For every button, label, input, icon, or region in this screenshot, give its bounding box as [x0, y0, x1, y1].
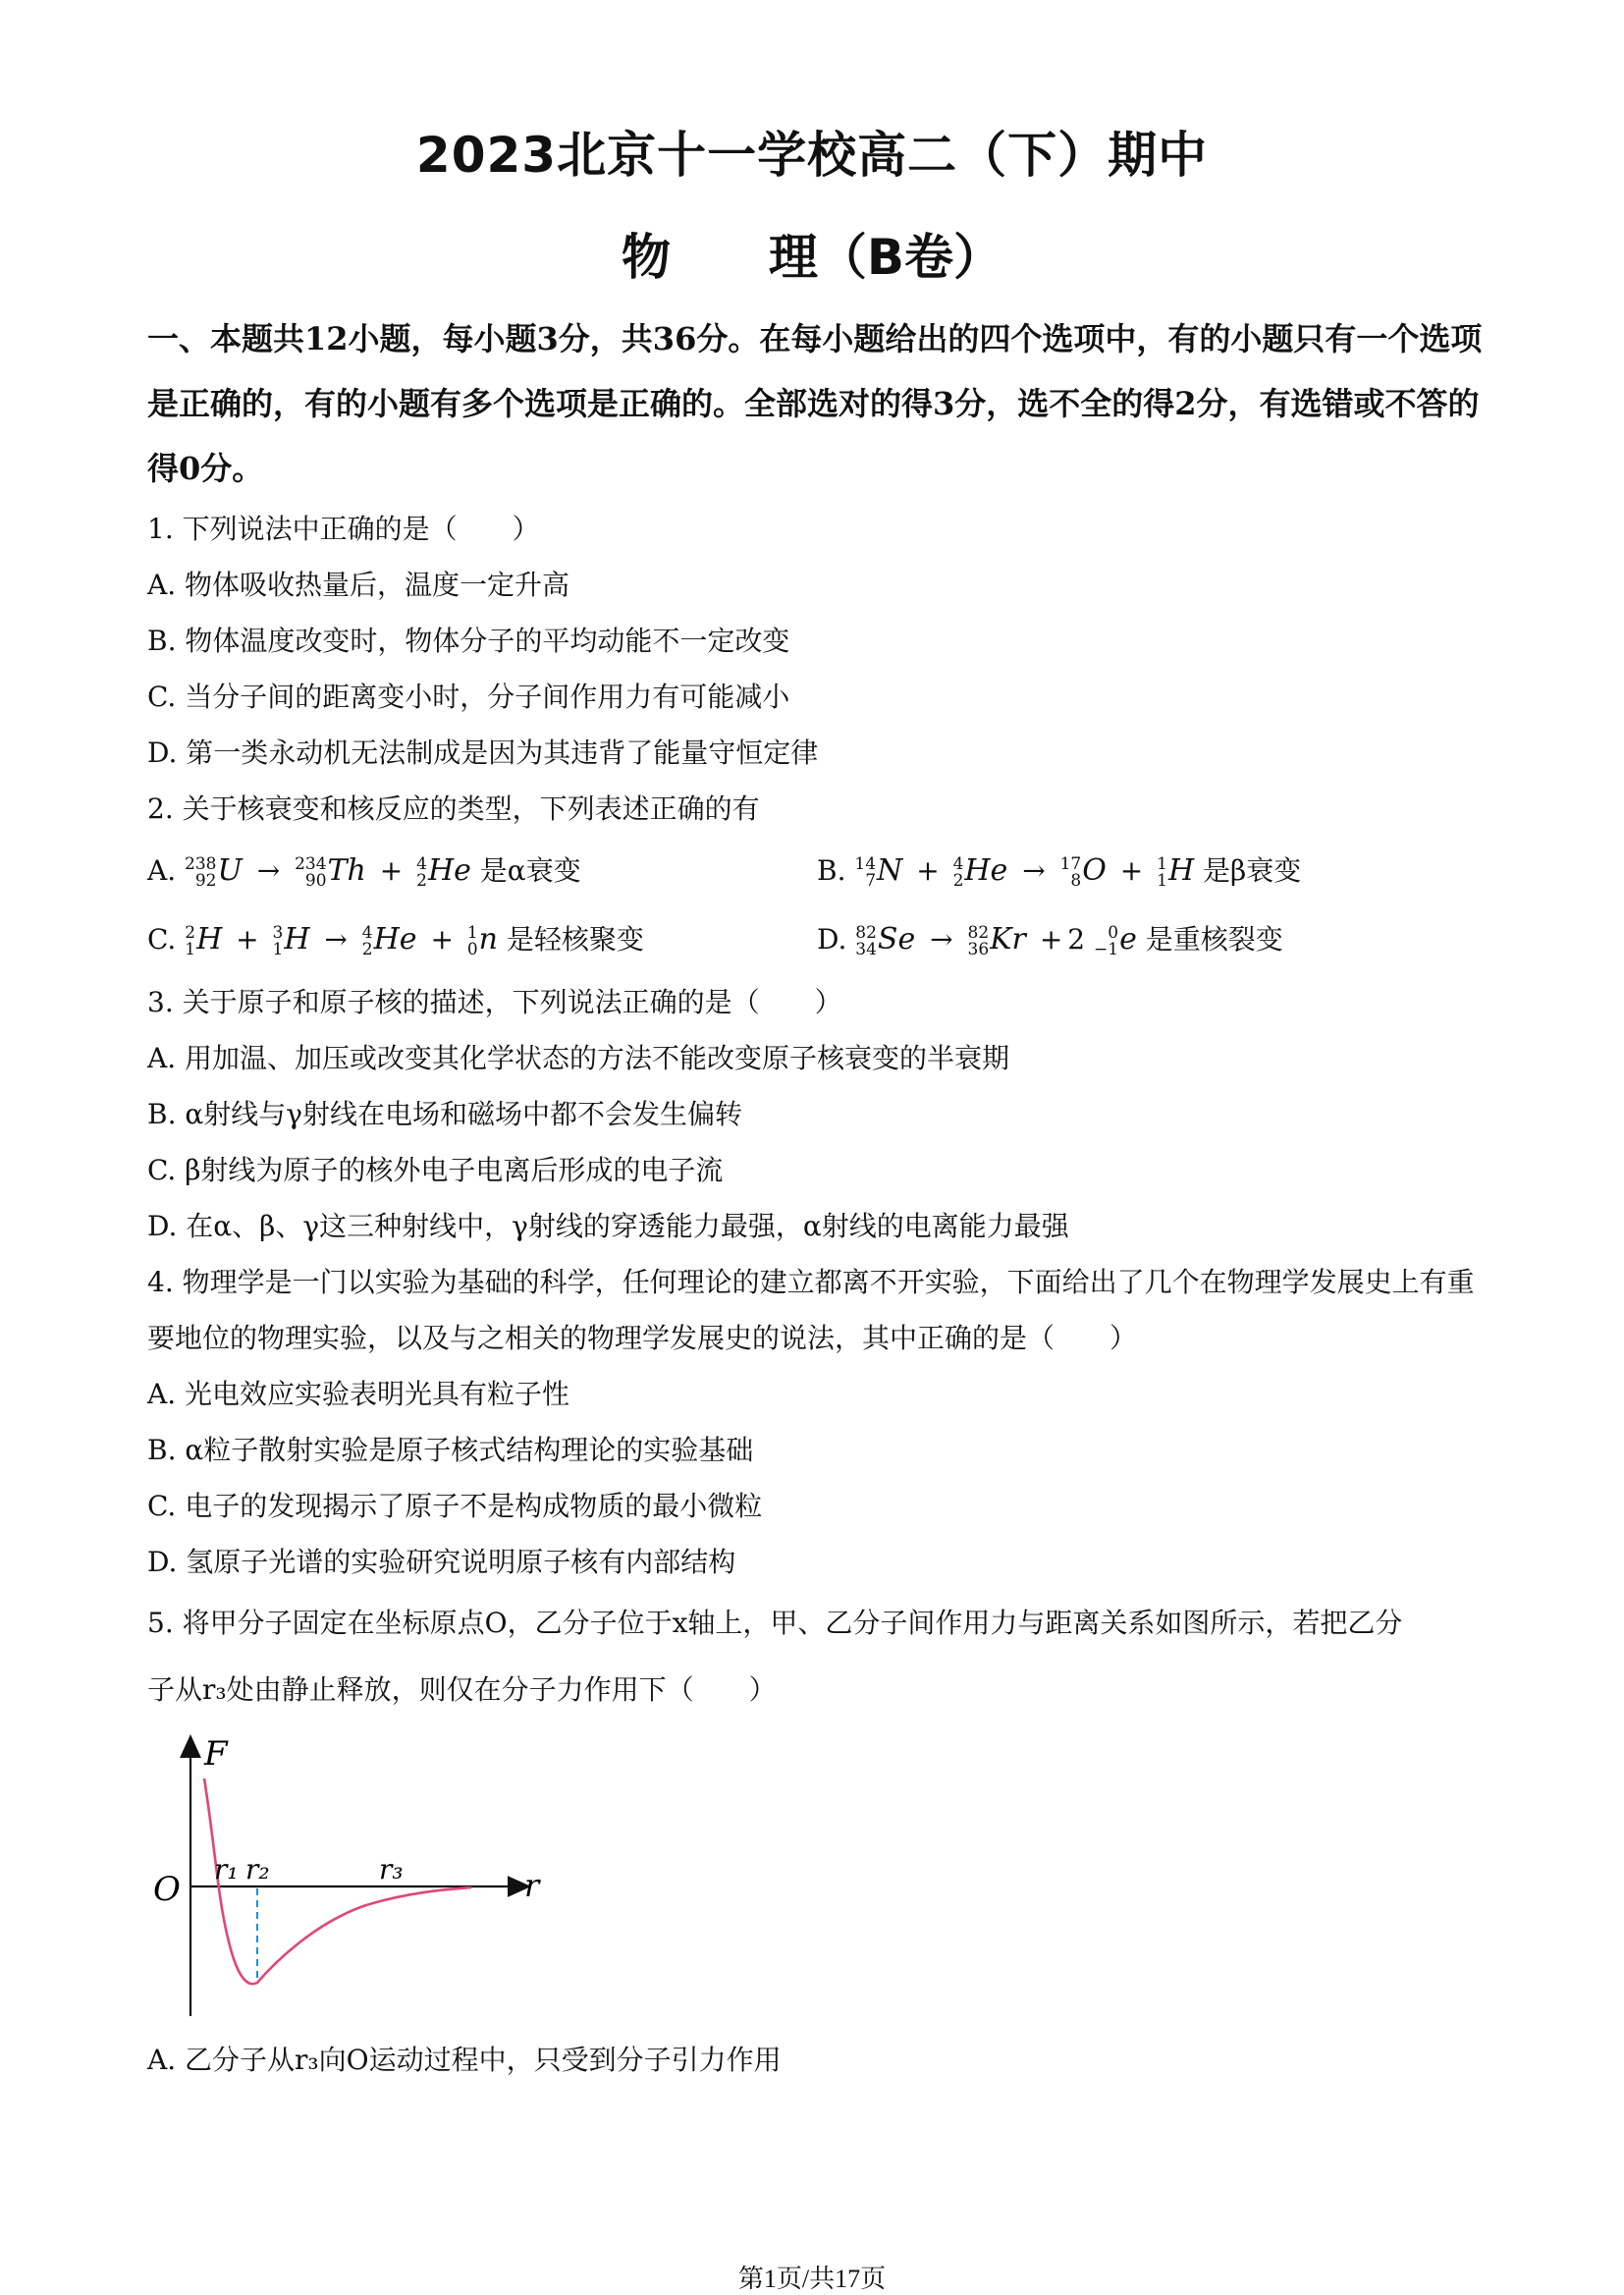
arrow-icon: → [256, 854, 281, 887]
q3-option-a: A. 用加温、加压或改变其化学状态的方法不能改变原子核衰变的半衰期 [147, 1042, 1010, 1074]
q2-d-equation: 82 34 Se → 82 36 Kr + 2 0 −1 e [855, 922, 1137, 959]
q2-option-b: B. 14 7 N + 4 2 He → 17 8 O + 1 1 H 是β衰变 [817, 853, 1302, 891]
r3-label: r₃ [379, 1853, 404, 1885]
q3-option-d: D. 在α、β、γ这三种射线中，γ射线的穿透能力最强，α射线的电离能力最强 [147, 1210, 1069, 1242]
y-axis-label: F [204, 1734, 228, 1774]
q1-option-c: C. 当分子间的距离变小时，分子间作用力有可能减小 [147, 681, 790, 713]
q2-option-d: D. 82 34 Se → 82 36 Kr + 2 0 −1 e 是重核裂变 [817, 922, 1283, 959]
q1-stem: 1. 下列说法中正确的是（ ） [147, 513, 540, 545]
q5-stem-line-1: 5. 将甲分子固定在坐标原点O，乙分子位于x轴上，甲、乙分子间作用力与距离关系如图所示，若把乙分 [147, 1607, 1403, 1639]
q3-stem: 3. 关于原子和原子核的描述，下列说法正确的是（ ） [147, 986, 842, 1018]
arrow-icon: → [1022, 854, 1046, 887]
q2-b-equation: 14 7 N + 4 2 He → 17 8 O + 1 1 H [854, 853, 1195, 891]
q5-option-a: A. 乙分子从r₃向O运动过程中，只受到分子引力作用 [147, 2044, 782, 2076]
q2-c-equation: 2 1 H + 3 1 H → 4 2 He + 1 0 n [185, 922, 498, 959]
q1-option-a: A. 物体吸收热量后，温度一定升高 [147, 569, 570, 601]
q2-option-a: A. 238 92 U → 234 90 Th + 4 2 He 是α衰变 [147, 853, 581, 891]
q4-option-b: B. α粒子散射实验是原子核式结构理论的实验基础 [147, 1434, 754, 1466]
q2-a-equation: 238 92 U → 234 90 Th + 4 2 He [185, 853, 471, 891]
questions [147, 501, 1492, 2088]
arrow-icon: → [324, 923, 348, 956]
x-axis-label: r [524, 1867, 540, 1904]
page-footer: 第1页/共17页 [737, 2265, 887, 2293]
q4-option-a: A. 光电效应实验表明光具有粒子性 [147, 1378, 570, 1410]
q4-option-c: C. 电子的发现揭示了原子不是构成物质的最小微粒 [147, 1490, 763, 1522]
q4-option-d: D. 氢原子光谱的实验研究说明原子核有内部结构 [147, 1546, 736, 1578]
section-instructions: 一、本题共12小题，每小题3分，共36分。在每小题给出的四个选项中，有的小题只有一个选项是正确的，有的小题有多个选项是正确的。全部选对的得3分，选不全的得2分，有选错或不答的得0分。 [147, 320, 1483, 487]
q2-options-row-2 [147, 905, 1492, 974]
arrow-icon: → [930, 923, 953, 956]
q4-stem: 4. 物理学是一门以实验为基础的科学，任何理论的建立都离不开实验，下面给出了几个在物理学发展史上有重要地位的物理实验，以及与之相关的物理学发展史的说法，其中正确的是（ ） [147, 1266, 1475, 1354]
q3-option-c: C. β射线为原子的核外电子电离后形成的电子流 [147, 1154, 724, 1186]
q2-option-c: C. 2 1 H + 3 1 H → 4 2 He + 1 0 n 是轻核聚变 [147, 922, 644, 959]
q5-stem-line-2: 子从r₃处由静止释放，则仅在分子力作用下（ ） [147, 1673, 777, 1706]
q3-option-b: B. α射线与γ射线在电场和磁场中都不会发生偏转 [147, 1098, 743, 1130]
q1-option-d: D. 第一类永动机无法制成是因为其违背了能量守恒定律 [147, 737, 819, 769]
page-title: 2023北京十一学校高二（下）期中 [415, 127, 1209, 184]
q2-options-row-1 [147, 837, 1492, 905]
r2-label: r₂ [245, 1853, 270, 1885]
origin-label: O [153, 1870, 181, 1909]
force-curve [204, 1778, 471, 1984]
molecular-force-graph [147, 1731, 560, 2026]
q2-stem: 2. 关于核衰变和核反应的类型，下列表述正确的有 [147, 792, 760, 825]
q1-option-b: B. 物体温度改变时，物体分子的平均动能不一定改变 [147, 625, 790, 657]
subject-title: 物 理（B卷） [621, 229, 1003, 286]
r1-label: r₁ [214, 1853, 239, 1885]
